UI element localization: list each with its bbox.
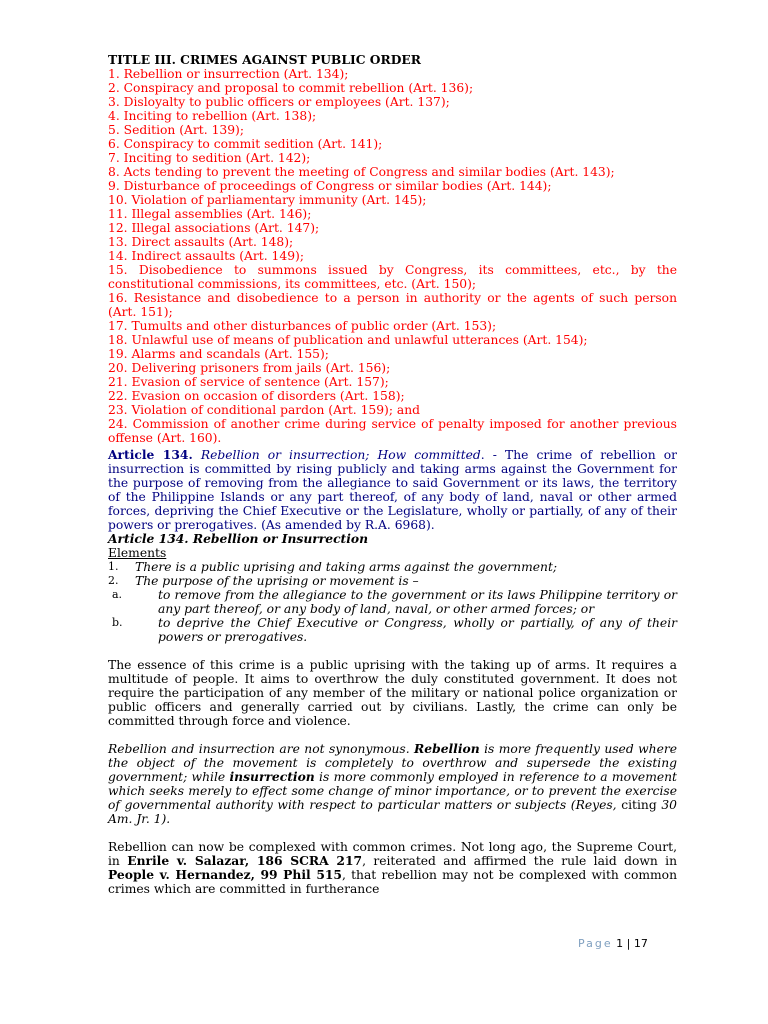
list-item: 8. Acts tending to prevent the meeting of Congress and similar bodies (Art. 143); xyxy=(108,165,615,179)
term-rebellion: Rebellion xyxy=(414,741,480,756)
elements-list xyxy=(108,560,677,588)
list-item: 1. Rebellion or insurrection (Art. 134); xyxy=(108,67,349,81)
list-item: 18. Unlawful use of means of publication and unlawful utterances (Art. 154); xyxy=(108,333,588,347)
list-item xyxy=(108,560,677,574)
article-label: Article 134. xyxy=(108,447,193,462)
list-item xyxy=(108,574,677,588)
list-item: 2. Conspiracy and proposal to commit rebellion (Art. 136); xyxy=(108,81,474,95)
element-number: 1. xyxy=(108,560,119,573)
complex-crimes-paragraph xyxy=(108,840,677,896)
list-item: 5. Sedition (Art. 139); xyxy=(108,123,244,137)
sub-element-text: to remove from the allegiance to the government or its laws Philippine territory or any part thereof, or any body of land, naval, or other armed forces; or xyxy=(158,588,677,616)
text-run: Rebellion can now be complexed with common crimes. Not long ago, the Supreme Court, in xyxy=(108,840,677,868)
list-item: 7. Inciting to sedition (Art. 142); xyxy=(108,151,311,165)
list-item xyxy=(108,616,677,644)
text-run: , reiterated and affirmed the rule laid down in xyxy=(362,854,678,868)
list-item: 20. Delivering prisoners from jails (Art. 156); xyxy=(108,361,391,375)
element-text: There is a public uprising and taking arms against the government; xyxy=(135,560,558,574)
element-text: The purpose of the uprising or movement is – xyxy=(135,574,419,588)
elements-label: Elements xyxy=(108,546,167,560)
list-item: 9. Disturbance of proceedings of Congress or similar bodies (Art. 144); xyxy=(108,179,552,193)
case-citation: People v. Hernandez, 99 Phil 515 xyxy=(108,867,342,882)
term-insurrection: insurrection xyxy=(229,769,315,784)
list-item: 23. Violation of conditional pardon (Art. 159); and xyxy=(108,403,421,417)
case-citation: Enrile v. Salazar, 186 SCRA 217 xyxy=(127,853,363,868)
sub-element-text: to deprive the Chief Executive or Congress, wholly or partially, of any of their powers or prerogatives. xyxy=(158,616,677,644)
page-label: Page xyxy=(578,937,613,950)
list-item: 10. Violation of parliamentary immunity (Art. 145); xyxy=(108,193,427,207)
list-item: 6. Conspiracy to commit sedition (Art. 141); xyxy=(108,137,383,151)
sub-element-letter: a. xyxy=(112,588,123,601)
distinction-paragraph xyxy=(108,742,677,826)
article-134-text xyxy=(108,448,677,532)
list-item: 17. Tumults and other disturbances of public order (Art. 153); xyxy=(108,319,497,333)
page-total: 17 xyxy=(633,937,648,950)
page-footer xyxy=(578,937,648,950)
list-item: 13. Direct assaults (Art. 148); xyxy=(108,235,294,249)
crimes-list xyxy=(108,67,677,445)
list-item: 14. Indirect assaults (Art. 149); xyxy=(108,249,304,263)
list-item: 22. Evasion on occasion of disorders (Art. 158); xyxy=(108,389,405,403)
list-item: 16. Resistance and disobedience to a person in authority or the agents of such person (Art. 151); xyxy=(108,291,677,319)
list-item: 15. Disobedience to summons issued by Congress, its committees, etc., by the constitutional commissions, its committees, etc. (Art. 150); xyxy=(108,263,677,291)
page-content xyxy=(108,53,677,896)
text-run: is more commonly employed in reference to a movement which seeks merely to effect some change of minor importance, or to prevent the exercise of governmental authority with respect to particular matters or subjects (Reyes, xyxy=(108,770,677,812)
list-item: 12. Illegal associations (Art. 147); xyxy=(108,221,320,235)
text-run: 30 Am. Jr. 1). xyxy=(108,798,677,826)
page-separator: | xyxy=(626,937,631,950)
list-item: 3. Disloyalty to public officers or employees (Art. 137); xyxy=(108,95,450,109)
sub-elements-list xyxy=(108,588,677,644)
list-item: 4. Inciting to rebellion (Art. 138); xyxy=(108,109,317,123)
element-number: 2. xyxy=(108,574,119,587)
text-run: citing xyxy=(621,798,657,812)
article-heading: Rebellion or insurrection; How committed xyxy=(200,448,481,462)
essence-paragraph: The essence of this crime is a public uprising with the taking up of arms. It requires a multitude of people. It aims to overthrow the duly constituted government. It does not require the participation of any member of the military or national police organization or public officers and generally carried out by civilians. Lastly, the crime can only be committed through force and violence. xyxy=(108,658,677,728)
document-title: TITLE III. CRIMES AGAINST PUBLIC ORDER xyxy=(108,52,421,67)
article-body: . - The crime of rebellion or insurrection is committed by rising publicly and taking arms against the Government for the purpose of removing from the allegiance to said Government or its laws, the territory of the Philippine Islands or any part thereof, of any body of land, naval or other armed forces, depriving the Chief Executive or the Legislature, wholly or partially, of any of their powers or prerogatives. (As amended by R.A. 6968). xyxy=(108,448,677,532)
page-number: 1 xyxy=(616,937,624,950)
list-item: 24. Commission of another crime during service of penalty imposed for another previous offense (Art. 160). xyxy=(108,417,677,445)
text-run: Rebellion and insurrection are not synonymous. xyxy=(108,742,415,756)
text-run: is more frequently used where the object of the movement is completely to overthrow and supersede the existing government; while xyxy=(108,742,677,784)
section-heading: Article 134. Rebellion or Insurrection xyxy=(108,531,369,546)
list-item: 19. Alarms and scandals (Art. 155); xyxy=(108,347,329,361)
list-item: 21. Evasion of service of sentence (Art. 157); xyxy=(108,375,389,389)
text-run: , that rebellion may not be complexed with common crimes which are committed in furtherance xyxy=(108,868,677,896)
list-item: 11. Illegal assemblies (Art. 146); xyxy=(108,207,312,221)
list-item xyxy=(108,588,677,616)
sub-element-letter: b. xyxy=(112,616,123,629)
